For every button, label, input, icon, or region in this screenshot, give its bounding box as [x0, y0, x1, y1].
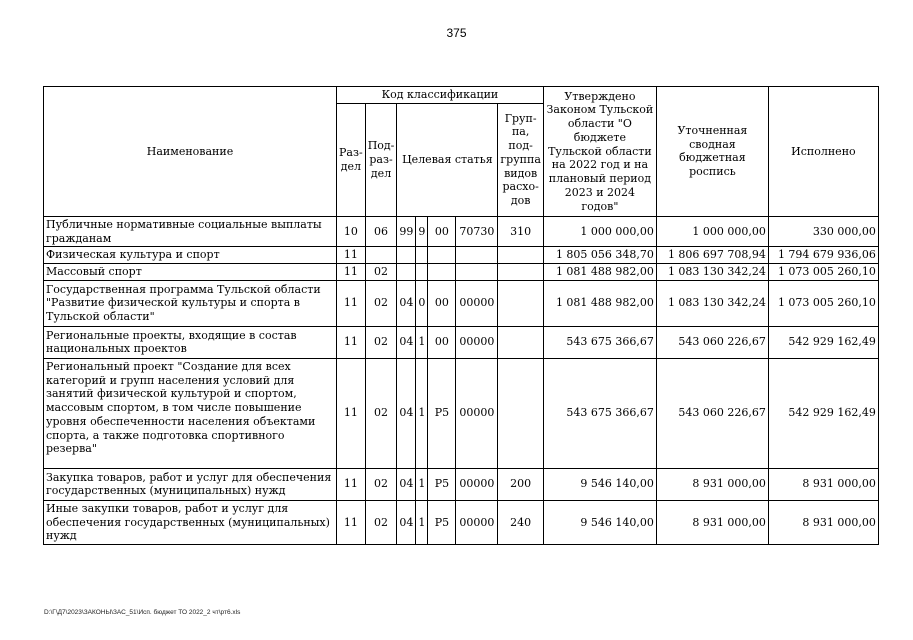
row-podrazdel: 02 [365, 264, 397, 281]
row-target-subprogram: 1 [416, 500, 428, 544]
row-executed: 542 929 162,49 [768, 326, 878, 358]
row-approved: 9 546 140,00 [543, 500, 656, 544]
row-target-subprogram: 1 [416, 326, 428, 358]
row-target-subprogram: 9 [416, 216, 428, 247]
row-refined: 1 000 000,00 [656, 216, 768, 247]
row-target-program: 99 [397, 216, 416, 247]
row-approved: 9 546 140,00 [543, 468, 656, 500]
row-executed: 542 929 162,49 [768, 358, 878, 468]
row-razdel: 10 [337, 216, 366, 247]
row-expense-type: 240 [498, 500, 544, 544]
row-target-subprogram [416, 247, 428, 264]
header-target: Целевая статья [397, 103, 498, 216]
row-approved: 543 675 366,67 [543, 326, 656, 358]
row-approved: 543 675 366,67 [543, 358, 656, 468]
row-podrazdel: 02 [365, 326, 397, 358]
row-expense-type [498, 358, 544, 468]
table-row [44, 264, 879, 281]
header-podrazdel: Под-раз-дел [365, 103, 397, 216]
row-target-direction: 00 [428, 216, 456, 247]
row-executed: 330 000,00 [768, 216, 878, 247]
row-target-program: 04 [397, 500, 416, 544]
row-expense-type: 310 [498, 216, 544, 247]
table-row [44, 500, 879, 544]
row-target-direction [428, 264, 456, 281]
row-name: Региональные проекты, входящие в состав национальных проектов [44, 326, 337, 358]
row-target-direction: 00 [428, 326, 456, 358]
row-target-program: 04 [397, 468, 416, 500]
row-razdel: 11 [337, 280, 366, 326]
row-executed: 8 931 000,00 [768, 500, 878, 544]
row-podrazdel: 02 [365, 468, 397, 500]
row-name: Государственная программа Тульской области "Развитие физической культуры и спорта в Тульской области" [44, 280, 337, 326]
row-expense-type [498, 264, 544, 281]
row-razdel: 11 [337, 264, 366, 281]
row-target-code: 00000 [456, 500, 498, 544]
header-executed: Исполнено [768, 87, 878, 217]
row-target-direction [428, 247, 456, 264]
row-razdel: 11 [337, 326, 366, 358]
row-name: Физическая культура и спорт [44, 247, 337, 264]
row-name: Закупка товаров, работ и услуг для обеспечения государственных (муниципальных) нужд [44, 468, 337, 500]
header-code-group: Код классификации [337, 87, 544, 104]
page-number: 375 [446, 26, 467, 40]
row-target-direction: P5 [428, 468, 456, 500]
row-target-code: 00000 [456, 280, 498, 326]
table-row [44, 358, 879, 468]
row-executed: 1 794 679 936,06 [768, 247, 878, 264]
row-target-code [456, 247, 498, 264]
header-approved: Утверждено Законом Тульской области "О бюджете Тульской области на 2022 год и на плановый период 2023 и 2024 годов" [543, 87, 656, 217]
header-group: Груп-па, под-группа видов расхо-дов [498, 103, 544, 216]
row-target-code: 70730 [456, 216, 498, 247]
row-target-subprogram [416, 264, 428, 281]
row-expense-type: 200 [498, 468, 544, 500]
table-row [44, 247, 879, 264]
row-razdel: 11 [337, 500, 366, 544]
row-podrazdel: 02 [365, 358, 397, 468]
row-refined: 1 083 130 342,24 [656, 280, 768, 326]
row-target-program [397, 247, 416, 264]
row-approved: 1 081 488 982,00 [543, 264, 656, 281]
row-refined: 1 806 697 708,94 [656, 247, 768, 264]
table-row [44, 326, 879, 358]
row-target-direction: 00 [428, 280, 456, 326]
row-refined: 543 060 226,67 [656, 358, 768, 468]
row-name: Публичные нормативные социальные выплаты гражданам [44, 216, 337, 247]
row-target-program: 04 [397, 280, 416, 326]
budget-table [43, 86, 879, 545]
row-name: Иные закупки товаров, работ и услуг для обеспечения государственных (муниципальных) нужд [44, 500, 337, 544]
header-name: Наименование [44, 87, 337, 217]
header-razdel: Раз-дел [337, 103, 366, 216]
row-target-code: 00000 [456, 468, 498, 500]
row-refined: 8 931 000,00 [656, 468, 768, 500]
row-razdel: 11 [337, 247, 366, 264]
row-approved: 1 000 000,00 [543, 216, 656, 247]
row-executed: 1 073 005 260,10 [768, 264, 878, 281]
row-refined: 8 931 000,00 [656, 500, 768, 544]
row-name: Массовый спорт [44, 264, 337, 281]
row-target-program: 04 [397, 326, 416, 358]
row-expense-type [498, 326, 544, 358]
row-target-program [397, 264, 416, 281]
row-approved: 1 081 488 982,00 [543, 280, 656, 326]
row-expense-type [498, 280, 544, 326]
header-row-1 [44, 87, 879, 104]
row-approved: 1 805 056 348,70 [543, 247, 656, 264]
file-path-footer: D:\Г\Д7\2023\ЗАКОНЫ\ЗАС_51\Исп. бюджет ТО 2022_2 чт\рт6.xls [44, 609, 241, 616]
row-target-subprogram: 1 [416, 468, 428, 500]
row-executed: 1 073 005 260,10 [768, 280, 878, 326]
row-target-code: 00000 [456, 326, 498, 358]
row-target-subprogram: 1 [416, 358, 428, 468]
row-target-code: 00000 [456, 358, 498, 468]
row-target-subprogram: 0 [416, 280, 428, 326]
row-razdel: 11 [337, 358, 366, 468]
table-row [44, 468, 879, 500]
row-podrazdel [365, 247, 397, 264]
header-refined: Уточненная сводная бюджетная роспись [656, 87, 768, 217]
row-target-direction: P5 [428, 500, 456, 544]
row-target-program: 04 [397, 358, 416, 468]
row-refined: 1 083 130 342,24 [656, 264, 768, 281]
row-name: Региональный проект "Создание для всех категорий и групп населения условий для занятий физической культурой и спортом, массовым спортом, в том числе повышение уровня обеспеченности населения объектами спорта, а также подготовка спортивного резерва" [44, 358, 337, 468]
row-podrazdel: 06 [365, 216, 397, 247]
table-row [44, 280, 879, 326]
row-executed: 8 931 000,00 [768, 468, 878, 500]
row-refined: 543 060 226,67 [656, 326, 768, 358]
row-expense-type [498, 247, 544, 264]
row-razdel: 11 [337, 468, 366, 500]
row-podrazdel: 02 [365, 280, 397, 326]
table-row [44, 216, 879, 247]
row-podrazdel: 02 [365, 500, 397, 544]
row-target-direction: P5 [428, 358, 456, 468]
row-target-code [456, 264, 498, 281]
